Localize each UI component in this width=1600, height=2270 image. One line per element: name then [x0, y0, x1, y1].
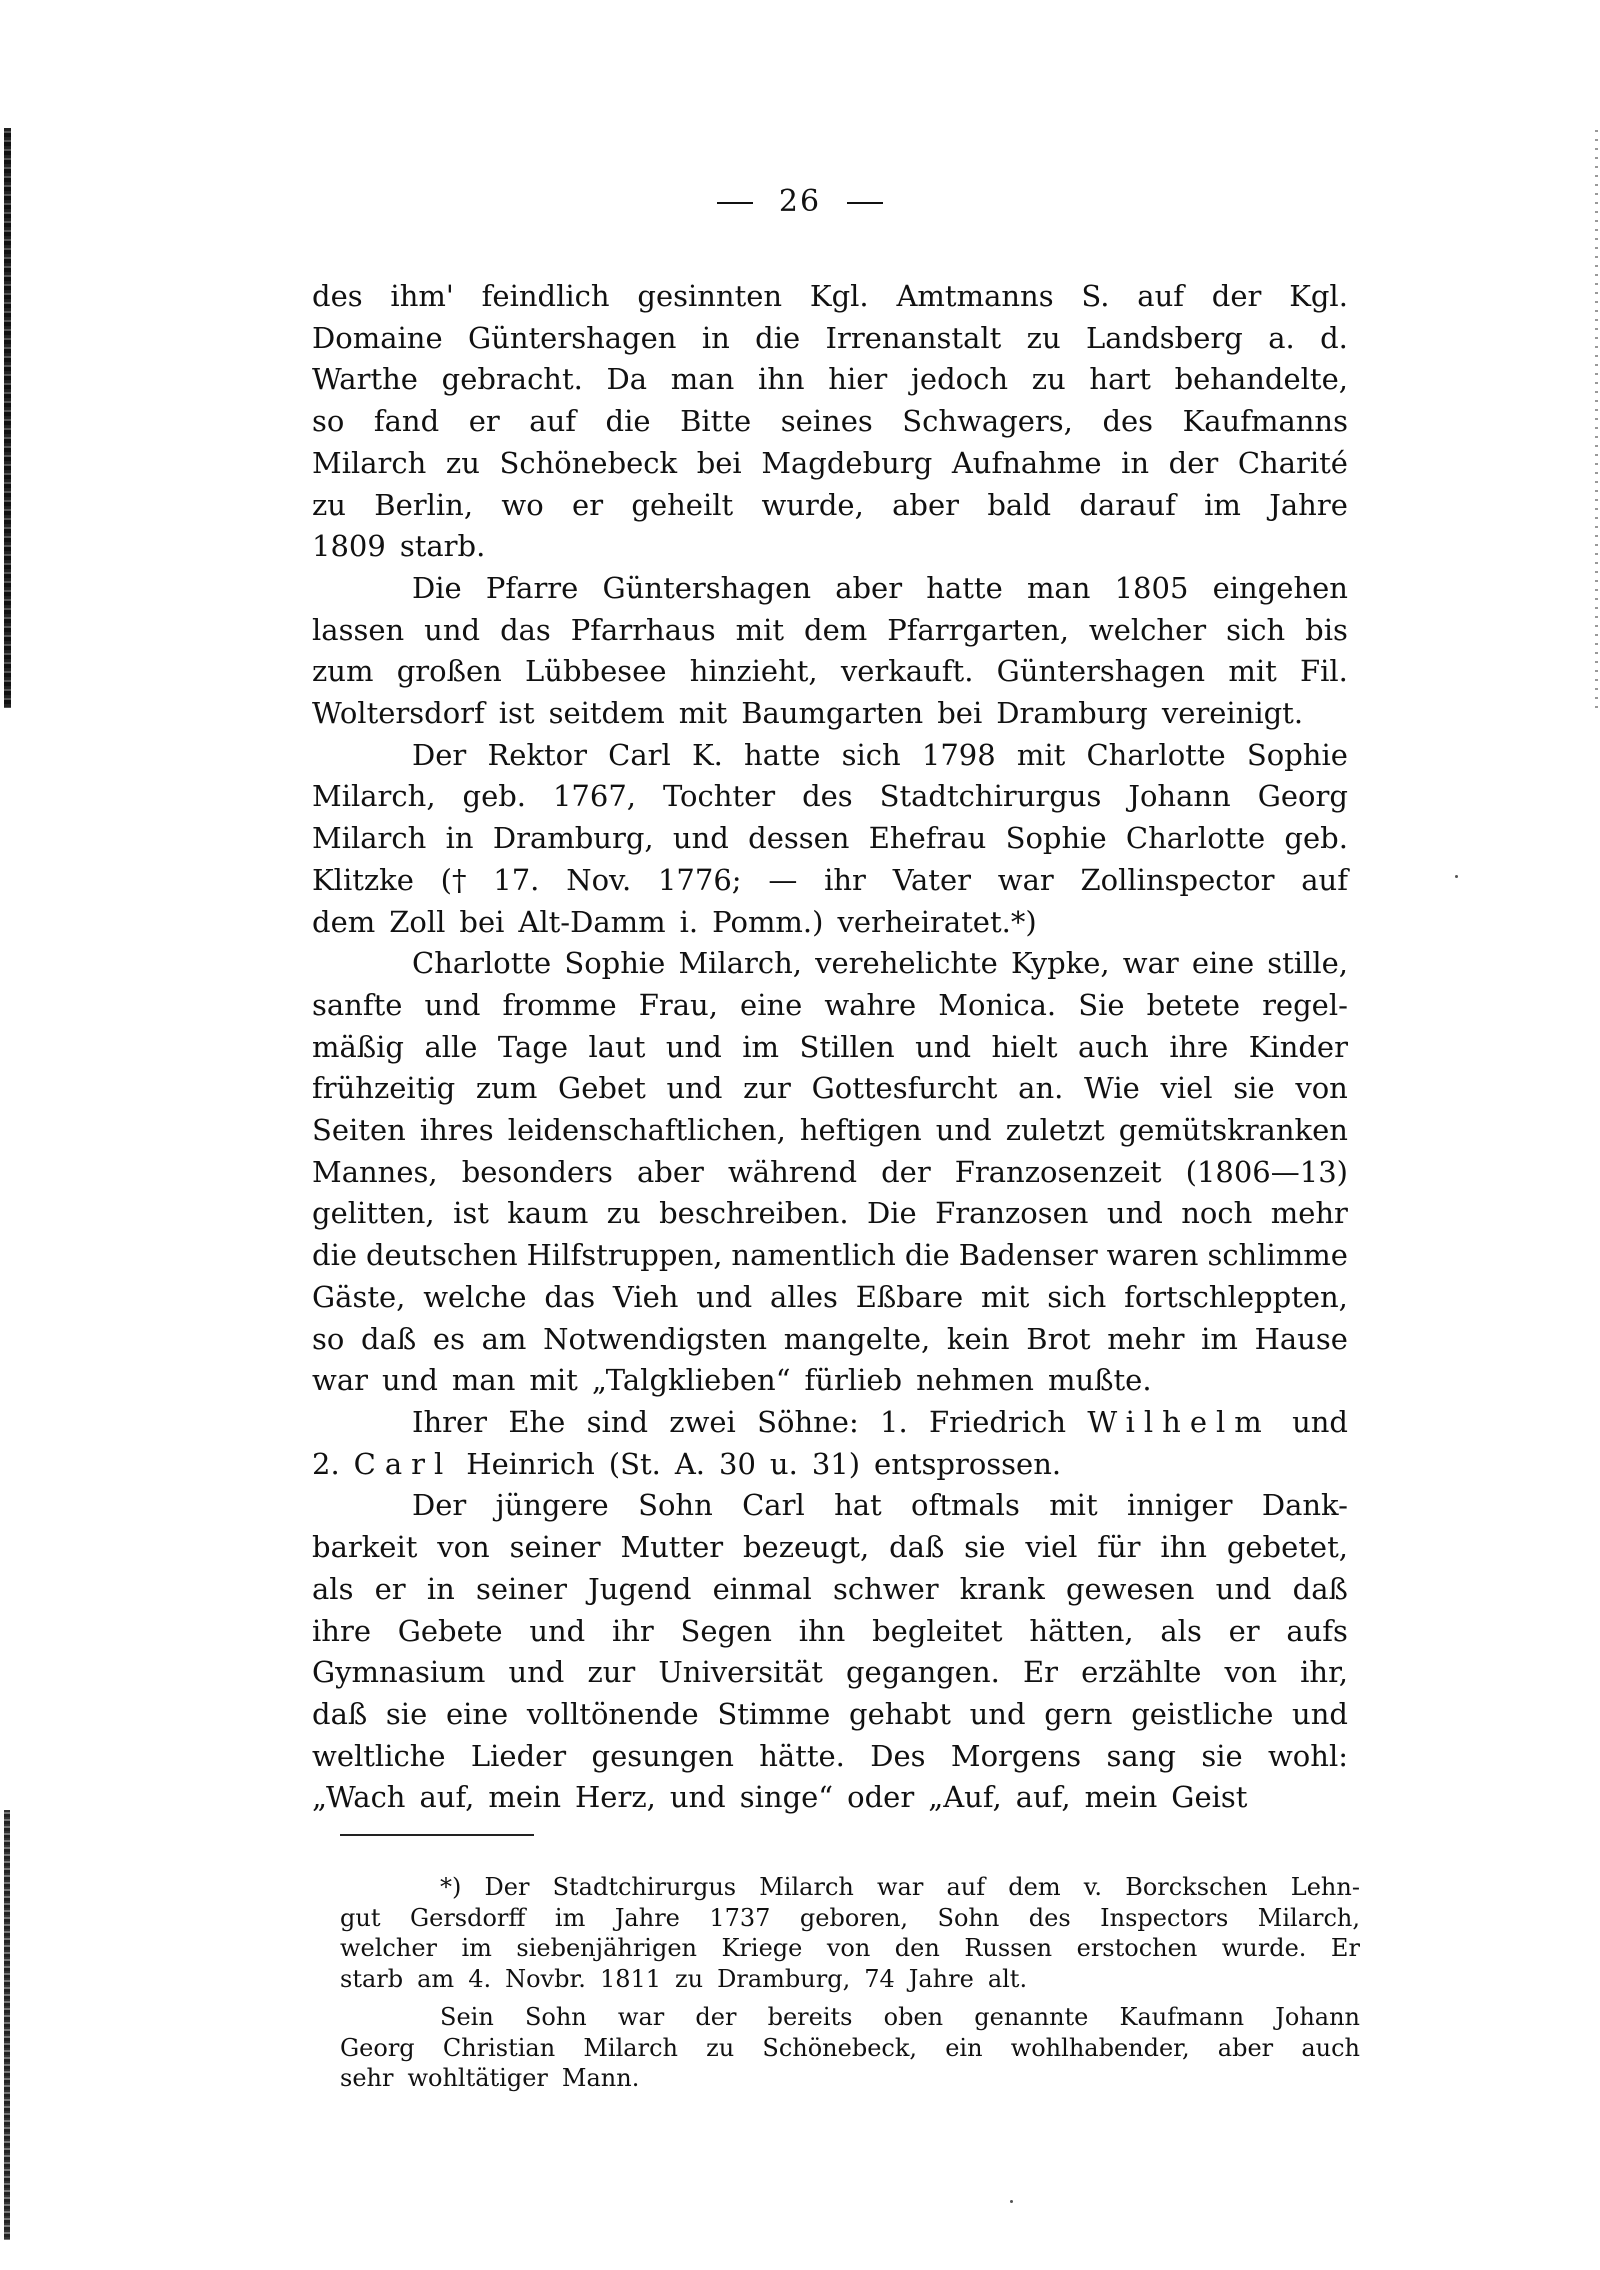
text-line: Der jüngere Sohn Carl hat oftmals mit inniger Dank- [412, 1488, 1348, 1523]
text-line: so daß es am Notwendigsten mangelte, kein Brot mehr im Hause [312, 1321, 1348, 1356]
text-line: 1809 starb. [312, 529, 486, 564]
text-line: Gäste, welche das Vieh und alles Eßbare mit sich fortschleppten, [312, 1279, 1348, 1314]
paragraph [312, 568, 1348, 735]
text-line: *) Der Stadtchirurgus Milarch war auf dem v. Borckschen Lehn- [440, 1873, 1360, 1901]
text-line: war und man mit „Talgklieben“ fürlieb nehmen mußte. [312, 1363, 1152, 1398]
text-line: Domaine Güntershagen in die Irrenanstalt zu Landsberg a. d. [312, 320, 1348, 355]
text-line: zu Berlin, wo er geheilt wurde, aber bald darauf im Jahre [312, 487, 1348, 522]
dash-right [847, 202, 883, 204]
body-text [312, 276, 1348, 1819]
text-line: sanfte und fromme Frau, eine wahre Monica. Sie betete regel- [312, 987, 1348, 1022]
text-line: Warthe gebracht. Da man ihn hier jedoch zu hart behandelte, [312, 362, 1348, 397]
text-line: ihre Gebete und ihr Segen ihn begleitet hätten, als er aufs [312, 1613, 1348, 1648]
text-line: des ihm' feindlich gesinnten Kgl. Amtmanns S. auf der Kgl. [312, 279, 1348, 313]
text-line: zum großen Lübbesee hinzieht, verkauft. Güntershagen mit Fil. [312, 654, 1348, 689]
text-line: daß sie eine volltönende Stimme gehabt und gern geistliche und [312, 1696, 1348, 1731]
text-line: weltliche Lieder gesungen hätte. Des Morgens sang sie wohl: [312, 1738, 1348, 1773]
text-line: Milarch in Dramburg, und dessen Ehefrau Sophie Charlotte geb. [312, 821, 1348, 856]
page-number-value: 26 [778, 184, 822, 219]
text-line: Gymnasium und zur Universität gegangen. Er erzählte von ihr, [312, 1655, 1348, 1690]
text-line: Der Rektor Carl K. hatte sich 1798 mit Charlotte Sophie [412, 737, 1348, 772]
text-line: Charlotte Sophie Milarch, verehelichte Kypke, war eine stille, [412, 946, 1348, 981]
text-line: gelitten, ist kaum zu beschreiben. Die Franzosen und noch mehr [312, 1196, 1348, 1231]
dash-left [717, 202, 753, 204]
text-line: die deutschen Hilfstruppen, namentlich die Badenser waren schlimme [312, 1238, 1348, 1273]
page-number [0, 184, 1600, 219]
text-line: Klitzke († 17. Nov. 1776; — ihr Vater war Zollinspector auf [312, 862, 1348, 897]
text-line: starb am 4. Novbr. 1811 zu Dramburg, 74 Jahre alt. [340, 1964, 1028, 1993]
text-line: barkeit von seiner Mutter bezeugt, daß sie viel für ihn gebetet, [312, 1530, 1348, 1565]
scan-speck [1010, 2200, 1013, 2203]
footnote-paragraph [340, 1872, 1360, 1994]
paragraph [312, 735, 1348, 944]
text-line: Woltersdorf ist seitdem mit Baumgarten bei Dramburg vereinigt. [312, 696, 1304, 731]
footnotes [340, 1872, 1360, 2102]
text-line: als er in seiner Jugend einmal schwer krank gewesen und daß [312, 1571, 1348, 1606]
text-line: Die Pfarre Güntershagen aber hatte man 1805 eingehen [412, 570, 1348, 605]
text-line: Seiten ihres leidenschaftlichen, heftigen und zuletzt gemütskranken [312, 1113, 1348, 1148]
text-line: Georg Christian Milarch zu Schönebeck, ein wohlhabender, aber auch [340, 2033, 1360, 2062]
text-line: Sein Sohn war der bereits oben genannte Kaufmann Johann [440, 2003, 1360, 2031]
paragraph [312, 943, 1348, 1402]
text-line: Milarch zu Schönebeck bei Magdeburg Aufnahme in der Charité [312, 445, 1348, 480]
text-line: 2. Carl Heinrich (St. A. 30 u. 31) entsprossen. [312, 1446, 1062, 1481]
text-line: dem Zoll bei Alt-Damm i. Pomm.) verheiratet.*) [312, 904, 1037, 939]
scan-edge-artifact [4, 1810, 10, 2240]
text-line: so fand er auf die Bitte seines Schwagers, des Kaufmanns [312, 404, 1348, 439]
text-line: mäßig alle Tage laut und im Stillen und hielt auch ihre Kinder [312, 1029, 1348, 1064]
text-line: welcher im siebenjährigen Kriege von den Russen erstochen wurde. Er [340, 1934, 1360, 1962]
text-line: Milarch, geb. 1767, Tochter des Stadtchirurgus Johann Georg [312, 779, 1348, 814]
paragraph [312, 1402, 1348, 1485]
footnote-paragraph [340, 2002, 1360, 2094]
paragraph [312, 276, 1348, 568]
text-line: „Wach auf, mein Herz, und singe“ oder „Auf, auf, mein Geist [312, 1780, 1248, 1815]
text-line: lassen und das Pfarrhaus mit dem Pfarrgarten, welcher sich bis [312, 612, 1348, 647]
text-line: Ihrer Ehe sind zwei Söhne: 1. Friedrich Wilhelm und [412, 1404, 1348, 1439]
text-line: sehr wohltätiger Mann. [340, 2064, 640, 2092]
text-line: Mannes, besonders aber während der Franzosenzeit (1806—13) [312, 1154, 1348, 1189]
footnote-rule [340, 1834, 534, 1836]
scan-speck [1455, 875, 1458, 878]
paragraph [312, 1485, 1348, 1819]
text-line: gut Gersdorff im Jahre 1737 geboren, Sohn des Inspectors Milarch, [340, 1903, 1360, 1932]
text-line: frühzeitig zum Gebet und zur Gottesfurcht an. Wie viel sie von [312, 1071, 1348, 1106]
